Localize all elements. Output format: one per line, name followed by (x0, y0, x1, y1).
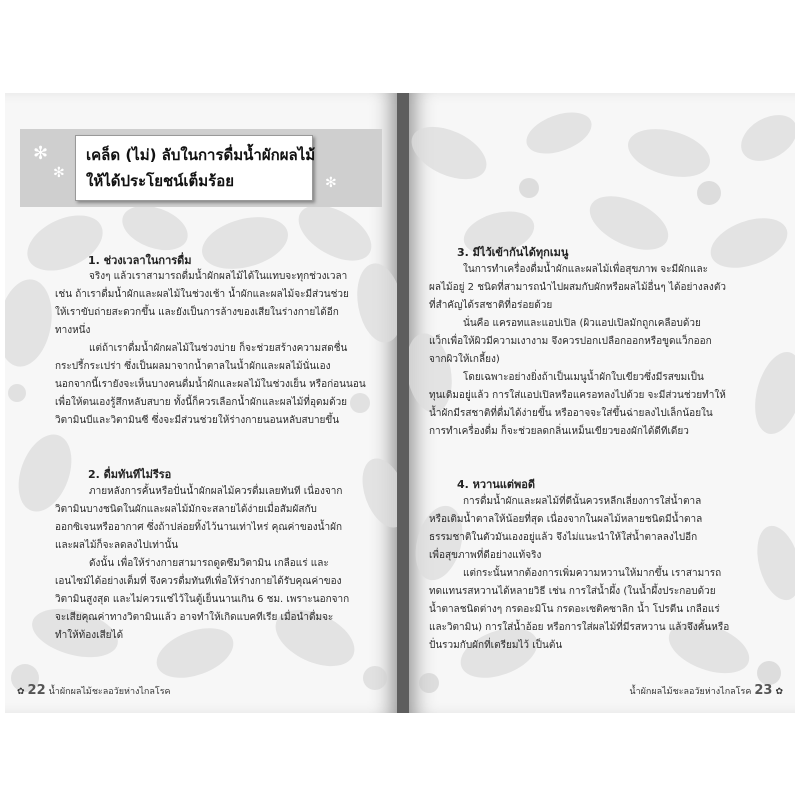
chapter-title-line-2: ให้ได้ประโยชน์เต็มร้อย (86, 172, 235, 190)
body-line: น้ำตาลชนิดต่างๆ กรดอะมิโน กรดอะเซติคซาลิก น้ำ โปรตีน เกลือแร่ (429, 604, 720, 615)
body-line: ให้เราขับถ่ายสะดวกขึ้น และยังเป็นการล้างของเสียในร่างกายได้อีก (55, 307, 339, 318)
section-body-1 (55, 268, 366, 430)
chapter-title-box (75, 135, 316, 201)
running-footer: น้ำผักผลไม้ชะลอวัยห่างไกลโรค (629, 687, 752, 697)
body-line: เพื่อสุขภาพที่ดีอย่างแท้จริง (429, 550, 542, 561)
section-body-3 (429, 261, 726, 441)
section-body-4 (429, 493, 729, 655)
body-line: วิตามินบางชนิดในผักและผลไม้มักจะสลายได้ง่ายเมื่อสัมผัสกับ (55, 504, 317, 515)
right-page (409, 93, 795, 713)
body-line: การดื่มน้ำผักและผลไม้ที่ดีนั้นควรหลีกเลี่ยงการใส่น้ำตาล (463, 496, 702, 507)
flower-icon: ✿ (17, 687, 25, 697)
section-heading-1: 1. ช่วงเวลาในการดื่ม (88, 254, 192, 267)
running-footer: น้ำผักผลไม้ชะลอวัยห่างไกลโรค (48, 687, 171, 697)
body-line: โดยเฉพาะอย่างยิ่งถ้าเป็นเมนูน้ำผักใบเขียวซึ่งมีรสขมเป็น (463, 372, 704, 383)
body-line: หรือเติมน้ำตาลให้น้อยที่สุด เนื่องจากในผลไม้หลายชนิดมีน้ำตาล (429, 514, 703, 525)
body-line: เอนไซม์ได้อย่างเต็มที่ จึงควรดื่มทันทีเพื่อให้ร่างกายได้รับคุณค่าของ (55, 576, 342, 587)
page-number: 23 (754, 683, 773, 698)
body-line: น้ำผักมีรสชาติที่ดื่มได้ง่ายขึ้น หรืออาจจะใส่ขึ้นฉ่ายลงไปเล็กน้อยใน (429, 408, 713, 419)
body-line: กระปรี้กระเปร่า ซึ่งเป็นผลมาจากน้ำตาลในน้ำผักและผลไม้นั่นเอง (55, 361, 331, 372)
flower-icon: ✻ (33, 143, 49, 164)
body-line: แต่ถ้าเราดื่มน้ำผักผลไม้ในช่วงบ่าย ก็จะช่วยสร้างความสดชื่น (89, 343, 348, 354)
body-line: การทำเครื่องดื่ม ก็จะช่วยลดกลิ่นเหม็นเขียวของผักได้ดีทีเดียว (429, 426, 689, 437)
open-book (5, 93, 795, 713)
body-line: แว็กเพื่อให้ผิวมีความเงางาม จึงควรปอกเปลือกออกหรือขูดแว็กออก (429, 336, 712, 347)
section-heading-3: 3. มีไว้เข้ากันได้ทุกเมนู (457, 246, 569, 259)
body-line: ทุนเดิมอยู่แล้ว การใส่แอปเปิลหรือแครอทลงไปด้วย จะมีส่วนช่วยทำให้ (429, 390, 726, 401)
left-page (5, 93, 397, 713)
flower-icon: ✻ (325, 175, 337, 191)
body-line: ปั่นรวมกับผักที่เตรียมไว้ เป็นต้น (429, 640, 563, 651)
body-line: ผลไม้อยู่ 2 ชนิดที่สามารถนำไปผสมกับผักหรือผลไม้อื่นๆ ได้อย่างลงตัว (429, 282, 726, 293)
body-line: ทางหนึ่ง (55, 325, 91, 336)
book-spine (397, 93, 409, 713)
body-line: นอกจากนี้เรายังจะเห็นบางคนดื่มน้ำผักและผลไม้ในช่วงเย็น หรือก่อนนอน (55, 379, 366, 390)
flower-icon: ✻ (53, 165, 65, 181)
section-heading-4: 4. หวานแต่พอดี (457, 478, 536, 491)
flower-icon: ✿ (775, 687, 783, 697)
page-footer-left (17, 683, 171, 698)
body-line: ภายหลังการคั้นหรือปั่นน้ำผักผลไม้ควรดื่มเลยทันที เนื่องจาก (89, 486, 343, 497)
body-line: ทดแทนรสหวานได้หลายวิธี เช่น การใส่น้ำผึ้ง (ในน้ำผึ้งประกอบด้วย (429, 586, 716, 597)
body-line: และวิตามิน) การใส่น้ำอ้อย หรือการใส่ผลไม้ที่มีรสหวาน แล้วจึงคั้นหรือ (429, 622, 730, 633)
body-line: จริงๆ แล้วเราสามารถดื่มน้ำผักผลไม้ได้ในแทบจะทุกช่วงเวลา (89, 271, 348, 282)
body-line: จะเสียคุณค่าทางวิตามินแล้ว อาจทำให้เกิดแบคทีเรีย เมื่อนำดื่มจะ (55, 612, 334, 623)
section-heading-2: 2. ดื่มทันทีไม่รีรอ (88, 468, 172, 481)
body-line: ทำให้ท้องเสียได้ (55, 630, 124, 641)
page-number: 22 (27, 683, 46, 698)
body-line: นั่นคือ แครอทและแอปเปิล (ผิวแอปเปิลมักถูกเคลือบด้วย (463, 318, 701, 329)
body-line: ออกซิเจนหรืออากาศ ซึ่งถ้าปล่อยทิ้งไว้นานเท่าไหร่ คุณค่าของน้ำผัก (55, 522, 342, 533)
chapter-title-line-1: เคล็ด (ไม่) ลับในการดื่มน้ำผักผลไม้ (86, 146, 316, 164)
section-body-2 (55, 483, 349, 645)
body-line: วิตามินสูงสุด และไม่ควรแช่ไว้ในตู้เย็นนานเกิน 6 ชม. เพราะนอกจาก (55, 594, 350, 605)
body-line: จากผิวให้เกลี้ยง) (429, 354, 500, 365)
body-line: ในการทำเครื่องดื่มน้ำผักและผลไม้เพื่อสุขภาพ จะมีผักและ (463, 264, 708, 275)
body-line: เช่น ถ้าเราดื่มน้ำผักและผลไม้ในช่วงเช้า น้ำผักและผลไม้จะมีส่วนช่วย (55, 289, 349, 300)
body-line: แต่กระนั้นหากต้องการเพิ่มความหวานให้มากขึ้น เราสามารถ (463, 568, 722, 579)
page-footer-right (629, 683, 783, 698)
body-line: วิตามินบีและวิตามินซี ซึ่งจะมีส่วนช่วยให้ร่างกายนอนหลับสบายขึ้น (55, 415, 340, 426)
body-line: ธรรมชาติในตัวมันเองอยู่แล้ว จึงไม่แนะนำให้ใส่น้ำตาลลงไปอีก (429, 532, 698, 543)
body-line: ดังนั้น เพื่อให้ร่างกายสามารถดูดซึมวิตามิน เกลือแร่ และ (89, 558, 329, 569)
body-line: เพื่อให้ตนเองรู้สึกหลับสบาย ทั้งนี้ก็ควรเลือกน้ำผักและผลไม้ที่อุดมด้วย (55, 397, 348, 408)
body-line: และผลไม้ก็จะลดลงไปเท่านั้น (55, 540, 179, 551)
body-line: ที่สำคัญได้รสชาติที่อร่อยด้วย (429, 300, 553, 311)
